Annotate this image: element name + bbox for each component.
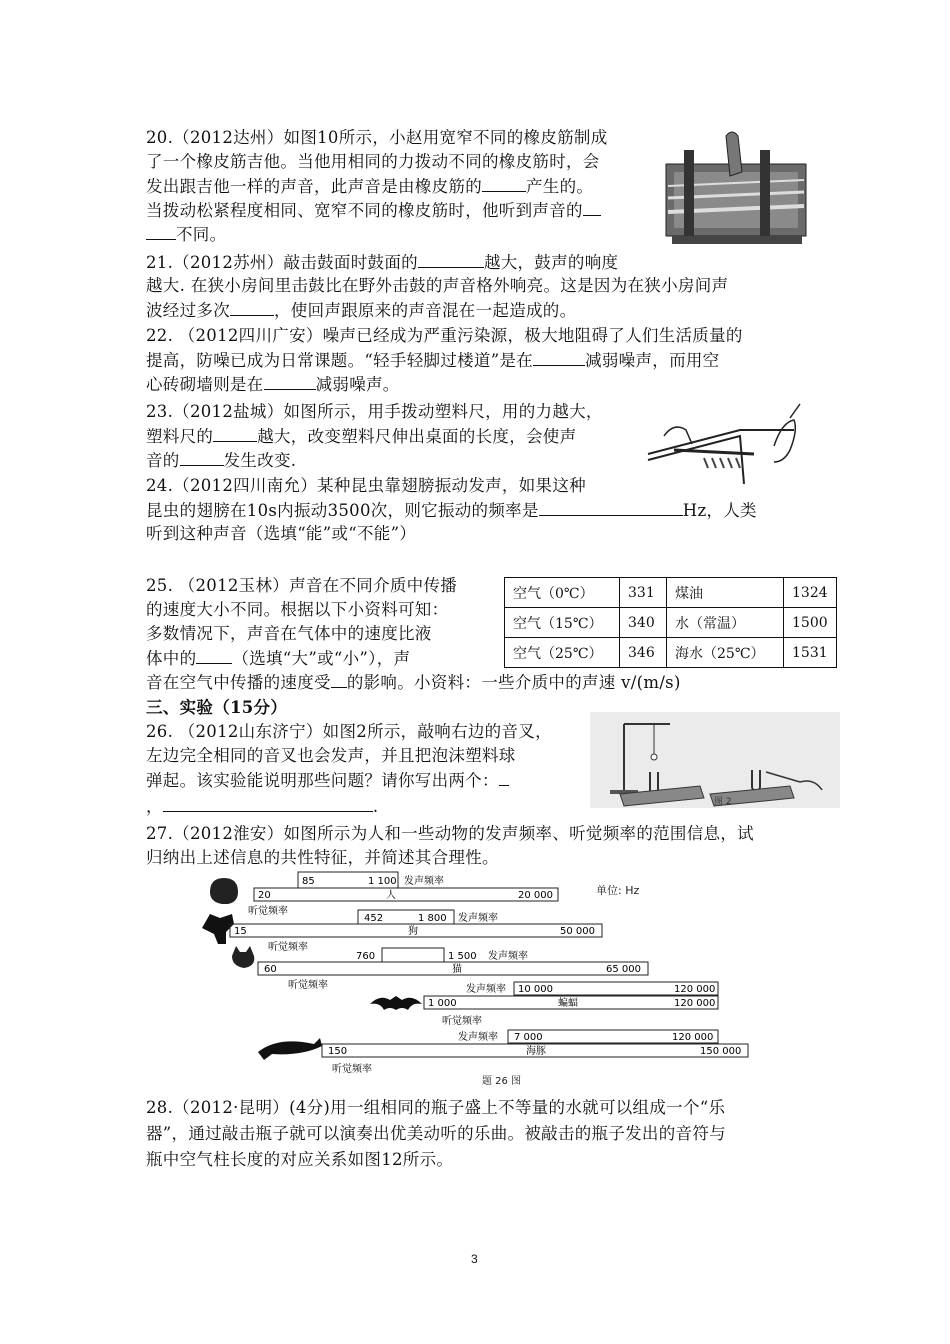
answer-blank[interactable]	[583, 198, 601, 216]
answer-blank[interactable]	[196, 646, 232, 664]
cat-icon	[232, 946, 254, 968]
q21-line2: 越大. 在狭小房间里击鼓比在野外击鼓的声音格外响亮。这是因为在狭小房间声	[146, 276, 729, 295]
animal-label: 狗	[408, 926, 418, 937]
emit-range-bar	[382, 948, 444, 962]
plastic-ruler-figure	[644, 400, 804, 484]
hear-label: 听觉频率	[248, 906, 288, 917]
q27-line1: 27.（2012淮安）如图所示为人和一些动物的发声频率、听觉频率的范围信息，试	[146, 824, 754, 843]
emit-label: 发声频率	[458, 913, 498, 924]
q24-line3: 听到这种声音（选填“能”或“不能”）	[146, 524, 417, 543]
table-row: 空气（15℃） 340 水（常温） 1500	[505, 608, 837, 638]
answer-blank[interactable]	[331, 670, 347, 688]
animal-label: 蝙蝠	[558, 998, 578, 1009]
q24-line1: 24.（2012四川南允）某种昆虫靠翅膀振动发声，如果这种	[146, 476, 586, 495]
q26-line2: 左边完全相同的音叉也会发声，并且把泡沫塑料球	[146, 746, 516, 765]
emit-high-label: 120 000	[674, 984, 716, 995]
tuning-fork-figure	[590, 712, 840, 808]
q28-line3: 瓶中空气柱长度的对应关系如图12所示。	[146, 1150, 454, 1169]
dog-icon	[202, 914, 234, 944]
hear-high-label: 150 000	[700, 1046, 742, 1057]
animal-label: 海豚	[526, 1046, 546, 1057]
sound-speed-table	[504, 577, 837, 668]
q24-line2: 昆虫的翅膀在10s内振动3500次，则它振动的频率是 Hz，人类	[146, 498, 757, 523]
emit-label: 发声频率	[404, 876, 444, 887]
emit-label: 发声频率	[466, 984, 506, 995]
answer-blank[interactable]	[482, 174, 526, 192]
emit-high-label: 1 800	[418, 913, 447, 924]
section-heading: 三、实验（15分）	[146, 698, 288, 717]
human-head-icon	[210, 878, 238, 904]
animal-label: 猫	[452, 964, 462, 975]
q20-line1: 20.（2012达州）如图10所示，小赵用宽窄不同的橡皮筋制成	[146, 128, 608, 147]
emit-low-label: 10 000	[518, 984, 553, 995]
emit-low-label: 85	[302, 876, 315, 887]
answer-blank[interactable]	[533, 348, 585, 366]
emit-low-label: 452	[364, 913, 384, 924]
hear-low-label: 20	[258, 890, 271, 901]
q21-line3: 波经过多次 ，使回声跟原来的声音混在一起造成的。	[146, 298, 576, 323]
table-row: 空气（25℃） 346 海水（25℃） 1531	[505, 638, 837, 668]
hear-low-label: 1 000	[428, 998, 457, 1009]
q22-line1: 22. （2012四川广安）噪声已经成为严重污染源，极大地阻碍了人们生活质量的	[146, 326, 743, 345]
q28-line2: 器”，通过敲击瓶子就可以演奏出优美动听的乐曲。被敲击的瓶子发出的音符与	[146, 1124, 726, 1143]
unit-label: 单位: Hz	[596, 884, 640, 897]
rubber-band-guitar-figure	[656, 128, 810, 250]
answer-blank[interactable]	[180, 448, 224, 466]
hear-label: 听觉频率	[332, 1064, 372, 1075]
emit-label: 发声频率	[458, 1032, 498, 1043]
hear-label: 听觉频率	[288, 980, 328, 991]
page-number: 3	[471, 1252, 478, 1266]
q26-line3: 弹起。该实验能说明那些问题？请你写出两个：	[146, 768, 509, 793]
hear-low-label: 15	[234, 926, 247, 937]
hear-high-label: 65 000	[606, 964, 641, 975]
dolphin-icon	[258, 1038, 322, 1060]
emit-high-label: 120 000	[672, 1032, 714, 1043]
q22-line2: 提高，防噪已成为日常课题。“轻手轻脚过楼道”是在 减弱噪声，而用空	[146, 348, 719, 373]
hear-range-bar	[254, 888, 558, 901]
animal-label: 人	[386, 890, 396, 901]
q23-line2: 塑料尺的 越大，改变塑料尺伸出桌面的长度，会使声	[146, 424, 576, 449]
hear-low-label: 150	[328, 1046, 348, 1057]
q20-line5: 不同。	[146, 222, 226, 247]
q25-line2: 的速度大小不同。根据以下小资料可知：	[146, 600, 449, 619]
emit-high-label: 1 500	[448, 951, 477, 962]
q25-line5: 音在空气中传播的速度受 的影响。小资料：一些介质中的声速 v/(m/s)	[146, 670, 681, 695]
q25-line4: 体中的 （选填“大”或“小”），声	[146, 646, 410, 671]
hear-label: 听觉频率	[268, 942, 308, 953]
q25-line3: 多数情况下，声音在气体中的速度比液	[146, 624, 432, 643]
emit-label: 发声频率	[488, 951, 528, 962]
answer-blank[interactable]	[418, 250, 484, 268]
frequency-range-chart	[196, 868, 756, 1092]
q27-line2: 归纳出上述信息的共性特征，并简述其合理性。	[146, 848, 499, 867]
answer-blank[interactable]	[146, 222, 176, 240]
answer-blank[interactable]	[499, 768, 509, 786]
q26-line4: ， .	[146, 794, 378, 819]
q20-line2: 了一个橡皮筋吉他。当他用相同的力拨动不同的橡皮筋时，会	[146, 152, 600, 171]
answer-blank[interactable]	[264, 372, 316, 390]
hear-high-label: 50 000	[560, 926, 595, 937]
chart-caption: 题 26 图	[482, 1076, 522, 1087]
emit-high-label: 1 100	[368, 876, 397, 887]
figure-2-label: 图 2	[714, 797, 732, 807]
q28-line1: 28.（2012·昆明）(4分)用一组相同的瓶子盛上不等量的水就可以组成一个“乐	[146, 1098, 726, 1117]
emit-low-label: 7 000	[514, 1032, 543, 1043]
bat-icon	[370, 996, 422, 1010]
hear-low-label: 60	[264, 964, 277, 975]
q20-line4: 当拨动松紧程度相同、宽窄不同的橡皮筋时，他听到声音的	[146, 198, 601, 223]
hear-label: 听觉频率	[442, 1016, 482, 1027]
q25-line1: 25. （2012玉林）声音在不同介质中传播	[146, 576, 458, 595]
q20-line3: 发出跟吉他一样的声音，此声音是由橡皮筋的 产生的。	[146, 174, 593, 199]
q22-line3: 心砖砌墙则是在 减弱噪声。	[146, 372, 400, 397]
answer-blank[interactable]	[163, 794, 373, 812]
q23-line3: 音的 发生改变.	[146, 448, 296, 473]
cat-row	[258, 948, 648, 991]
hear-high-label: 20 000	[518, 890, 553, 901]
answer-blank[interactable]	[539, 498, 683, 516]
emit-low-label: 760	[356, 951, 376, 962]
answer-blank[interactable]	[213, 424, 257, 442]
table-row: 空气（0℃） 331 煤油 1324	[505, 578, 837, 608]
bat-row	[424, 982, 718, 1027]
q21-line1: 21.（2012苏州）敲击鼓面时鼓面的 越大，鼓声的响度	[146, 250, 618, 275]
q23-line1: 23.（2012盐城）如图所示，用手拨动塑料尺，用的力越大，	[146, 402, 603, 421]
answer-blank[interactable]	[230, 298, 274, 316]
dolphin-row	[322, 1030, 748, 1075]
q26-line1: 26. （2012山东济宁）如图2所示，敲响右边的音叉，	[146, 722, 552, 741]
hear-high-label: 120 000	[674, 998, 716, 1009]
